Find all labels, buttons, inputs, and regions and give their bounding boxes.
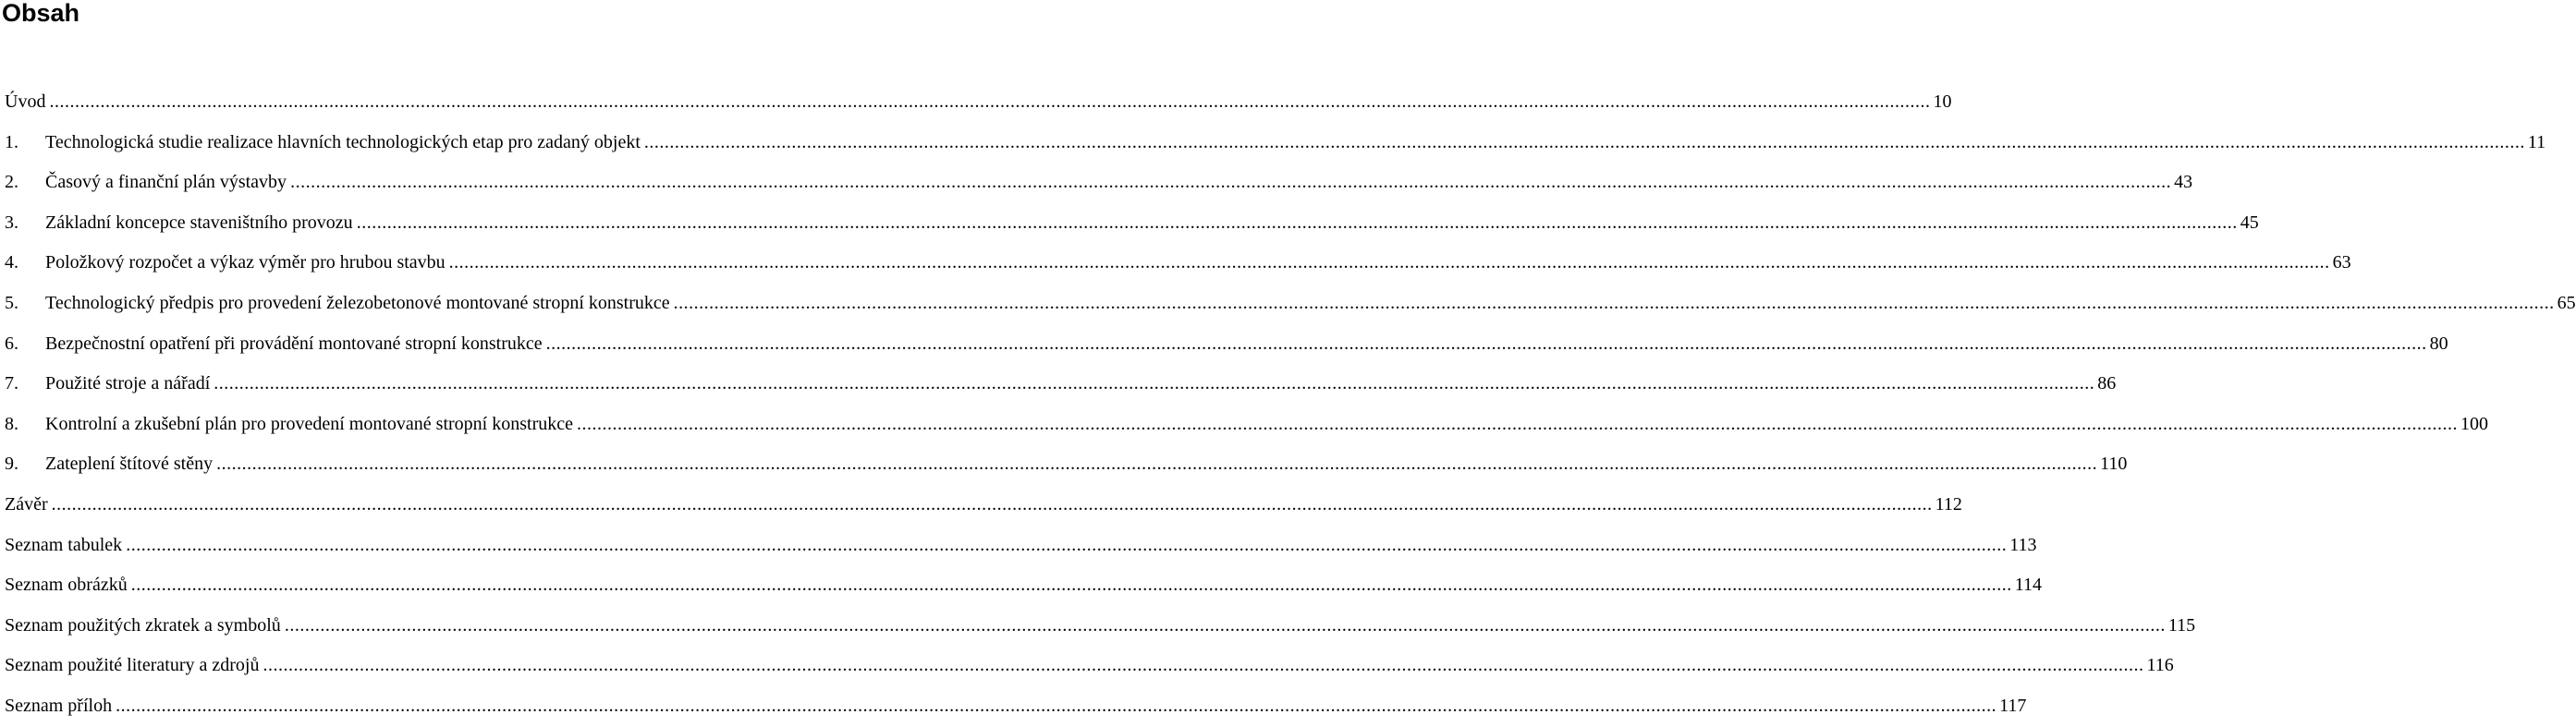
toc-entry-number: 9.: [5, 454, 18, 475]
toc-entry-title: Časový a finanční plán výstavby: [45, 172, 287, 193]
toc-page-number: 11: [2527, 131, 2546, 152]
toc-leader-dots: ..................................................................................................................................................................................................................................................................................................................................................................................: [290, 172, 2172, 193]
toc-page-number: 10: [1933, 91, 1952, 112]
toc-leader-dots: ..................................................................................................................................................................................................................................................................................................................................................................................: [545, 333, 2427, 354]
toc-entry-seznam-priloh[interactable]: [5, 686, 2027, 727]
toc-leader-dots: ..................................................................................................................................................................................................................................................................................................................................................................................: [284, 614, 2166, 636]
toc-page-number: 43: [2174, 172, 2193, 193]
toc-page-number: 117: [1999, 695, 2027, 716]
toc-page-number: 63: [2332, 252, 2351, 273]
toc-page-number: 110: [2100, 454, 2128, 475]
toc-entry-title: Závěr: [5, 493, 48, 515]
toc-entry-title: Seznam použité literatury a zdrojů: [5, 655, 260, 676]
toc-entry-zaver[interactable]: [5, 485, 1962, 526]
toc-entry-seznam-literatury[interactable]: [5, 646, 2174, 686]
toc-entry-title: Technologická studie realizace hlavních technologických etap pro zadaný objekt: [45, 131, 641, 152]
table-of-contents: [5, 82, 2576, 727]
toc-entry-number: 7.: [5, 373, 18, 394]
toc-leader-dots: ..................................................................................................................................................................................................................................................................................................................................................................................: [130, 575, 2012, 596]
toc-page-number: 113: [2009, 534, 2037, 555]
toc-page-number: 112: [1935, 493, 1962, 515]
toc-entry-number: 5.: [5, 292, 18, 313]
toc-leader-dots: ..................................................................................................................................................................................................................................................................................................................................................................................: [51, 493, 1933, 515]
toc-entry-title: Základní koncepce staveništního provozu: [45, 212, 353, 233]
toc-page-number: 114: [2014, 575, 2042, 596]
toc-entry-title: Zateplení štítové stěny: [45, 454, 214, 475]
toc-entry-title: Seznam obrázků: [5, 575, 128, 596]
toc-leader-dots: ..................................................................................................................................................................................................................................................................................................................................................................................: [214, 373, 2095, 394]
toc-page-number: 116: [2146, 655, 2174, 676]
toc-leader-dots: ..................................................................................................................................................................................................................................................................................................................................................................................: [49, 91, 1931, 112]
toc-entry-title: Úvod: [5, 91, 46, 112]
toc-leader-dots: ..................................................................................................................................................................................................................................................................................................................................................................................: [577, 413, 2458, 434]
toc-leader-dots: ..................................................................................................................................................................................................................................................................................................................................................................................: [126, 534, 2008, 555]
toc-leader-dots: ..................................................................................................................................................................................................................................................................................................................................................................................: [448, 252, 2330, 273]
toc-leader-dots: ..................................................................................................................................................................................................................................................................................................................................................................................: [116, 695, 1997, 716]
toc-leader-dots: ..................................................................................................................................................................................................................................................................................................................................................................................: [216, 454, 2098, 475]
toc-entry-4[interactable]: [5, 243, 2351, 284]
toc-page-number: 100: [2460, 413, 2488, 434]
toc-entry-title: Seznam příloh: [5, 695, 113, 716]
page-title: Obsah: [2, 0, 80, 27]
toc-leader-dots: ..................................................................................................................................................................................................................................................................................................................................................................................: [673, 292, 2555, 313]
toc-entry-number: 6.: [5, 333, 18, 354]
toc-entry-seznam-zkratek[interactable]: [5, 606, 2196, 647]
toc-page-number: 45: [2240, 212, 2259, 233]
toc-entry-title: Položkový rozpočet a výkaz výměr pro hrubou stavbu: [45, 252, 446, 273]
toc-entry-1[interactable]: [5, 123, 2546, 164]
toc-leader-dots: ..................................................................................................................................................................................................................................................................................................................................................................................: [262, 655, 2144, 676]
toc-entry-number: 3.: [5, 212, 18, 233]
toc-entry-3[interactable]: [5, 203, 2259, 244]
toc-entry-number: 4.: [5, 252, 18, 273]
toc-entry-title: Seznam použitých zkratek a symbolů: [5, 614, 281, 636]
toc-leader-dots: ..................................................................................................................................................................................................................................................................................................................................................................................: [356, 212, 2238, 233]
toc-page-number: 115: [2167, 614, 2196, 636]
toc-page-number: 80: [2429, 333, 2448, 354]
toc-entry-9[interactable]: [5, 444, 2128, 485]
toc-entry-seznam-tabulek[interactable]: [5, 526, 2037, 566]
toc-entry-title: Kontrolní a zkušební plán pro provedení montované stropní konstrukce: [45, 413, 573, 434]
toc-leader-dots: ..................................................................................................................................................................................................................................................................................................................................................................................: [643, 131, 2525, 152]
toc-entry-6[interactable]: [5, 324, 2448, 365]
toc-entry-7[interactable]: [5, 364, 2117, 405]
toc-entry-seznam-obrazku[interactable]: [5, 565, 2042, 606]
toc-entry-title: Seznam tabulek: [5, 534, 123, 555]
toc-entry-title: Bezpečnostní opatření při provádění montované stropní konstrukce: [45, 333, 543, 354]
toc-entry-8[interactable]: [5, 405, 2488, 445]
toc-page-number: 86: [2097, 373, 2117, 394]
toc-entry-5[interactable]: [5, 284, 2576, 324]
toc-entry-uvod[interactable]: [5, 82, 1952, 123]
toc-entry-number: 8.: [5, 413, 18, 434]
toc-entry-number: 1.: [5, 131, 18, 152]
toc-entry-2[interactable]: [5, 163, 2193, 203]
toc-entry-title: Použité stroje a nářadí: [45, 373, 211, 394]
toc-entry-title: Technologický předpis pro provedení železobetonové montované stropní konstrukce: [45, 292, 670, 313]
toc-page-number: 65: [2557, 292, 2576, 313]
toc-entry-number: 2.: [5, 172, 18, 193]
